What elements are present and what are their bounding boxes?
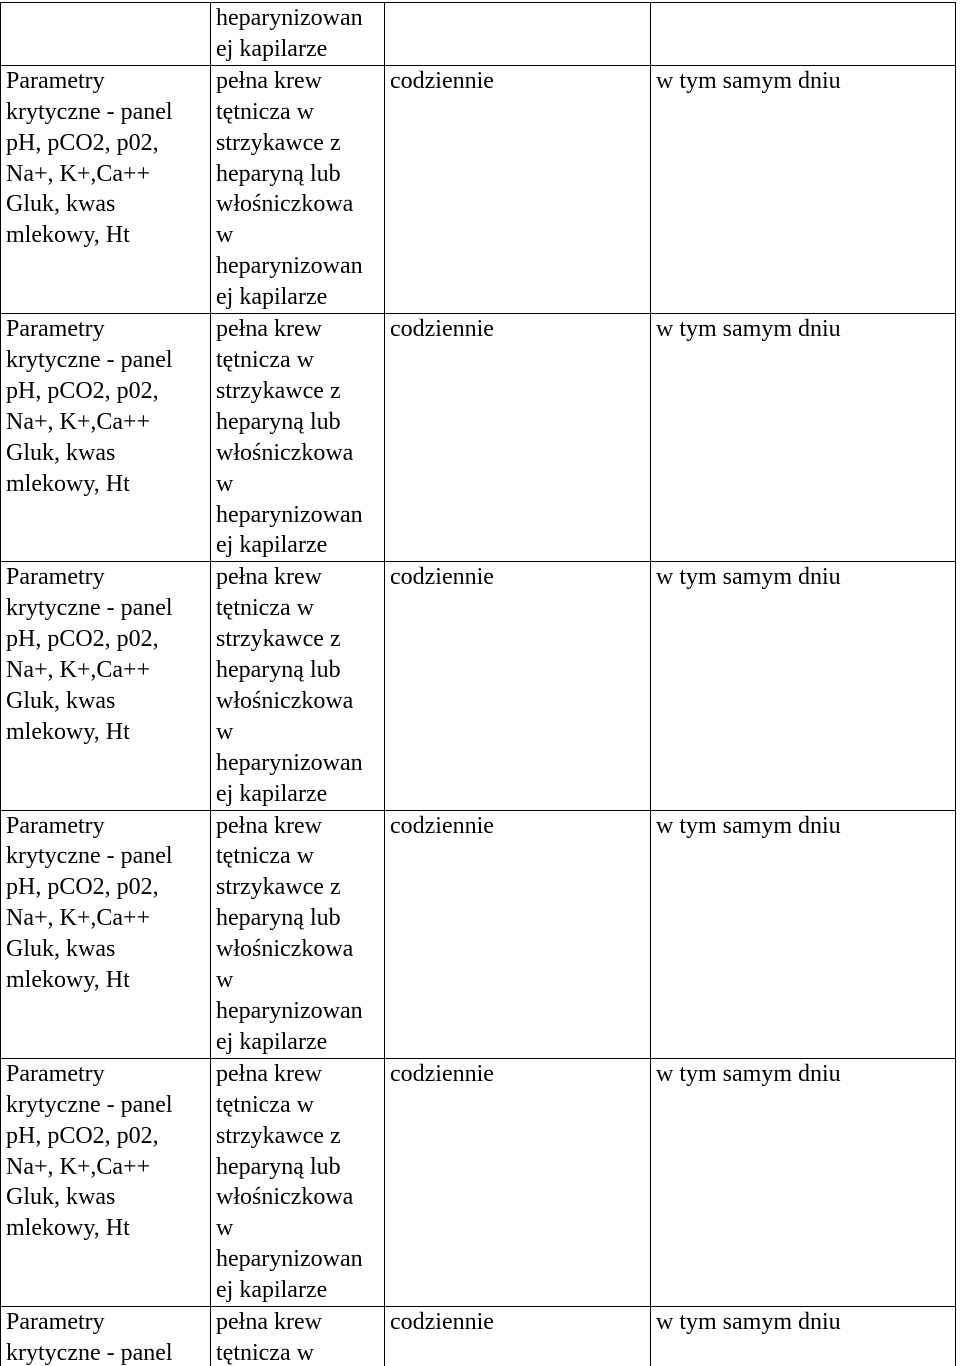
- specimen-line: tętnicza w: [216, 595, 314, 622]
- result-time-text: w tym samym dniu: [656, 1309, 841, 1336]
- test-line: Gluk, kwas: [6, 439, 116, 466]
- test-name-cell: [1, 3, 211, 66]
- test-line: Na+, K+,Ca++: [6, 160, 151, 187]
- test-line: Gluk, kwas: [6, 1184, 116, 1211]
- specimen-line: włośniczkowa: [216, 439, 354, 466]
- test-line: Na+, K+,Ca++: [6, 408, 151, 435]
- table-row: [1, 1058, 956, 1306]
- result-time-cell: [651, 65, 956, 313]
- specimen-line: w: [216, 718, 234, 745]
- test-line: krytyczne - panel: [6, 595, 173, 622]
- specimen-line: heparynizowan: [216, 501, 363, 528]
- test-line: krytyczne - panel: [6, 1091, 173, 1118]
- specimen-line: w: [216, 222, 234, 249]
- test-line: Gluk, kwas: [6, 687, 116, 714]
- specimen-cell: [211, 810, 385, 1058]
- specimen-line: pełna krew: [216, 1060, 322, 1087]
- specimen-line: heparyną lub: [216, 1153, 341, 1180]
- specimen-line: heparynizowan: [216, 253, 363, 280]
- test-line: Gluk, kwas: [6, 191, 116, 218]
- table-row: [1, 65, 956, 313]
- test-line: mlekowy, Ht: [6, 1215, 130, 1242]
- lab-tests-table: [0, 2, 956, 1366]
- result-time-text: w tym samym dniu: [656, 812, 841, 839]
- frequency-text: codziennie: [390, 812, 494, 839]
- specimen-line: heparyną lub: [216, 408, 341, 435]
- test-line: pH, pCO2, p02,: [6, 874, 159, 901]
- specimen-line: włośniczkowa: [216, 1184, 354, 1211]
- frequency-cell: [385, 562, 651, 810]
- test-line: krytyczne - panel: [6, 843, 173, 870]
- specimen-line: tętnicza w: [216, 1091, 314, 1118]
- specimen-line: w: [216, 1215, 234, 1242]
- frequency-cell: [385, 810, 651, 1058]
- specimen-line: strzykawce z: [216, 377, 341, 404]
- result-time-cell: [651, 1058, 956, 1306]
- specimen-line: heparynizowan: [216, 998, 363, 1024]
- result-time-text: w tym samym dniu: [656, 67, 841, 94]
- specimen-line: pełna krew: [216, 564, 322, 591]
- specimen-line: strzykawce z: [216, 129, 341, 156]
- specimen-line: pełna krew: [216, 1309, 322, 1336]
- test-line: Na+, K+,Ca++: [6, 1153, 151, 1180]
- specimen-line: ej kapilarze: [216, 1277, 328, 1304]
- test-line: krytyczne - panel: [6, 98, 173, 125]
- specimen-line: ej kapilarze: [216, 780, 328, 807]
- test-line: Parametry: [6, 564, 105, 591]
- test-name-cell: [1, 314, 211, 562]
- specimen-cell: [211, 1307, 385, 1366]
- specimen-line: ej kapilarze: [216, 284, 328, 311]
- specimen-line: heparynizowan: [216, 1246, 363, 1273]
- specimen-line: w: [216, 470, 234, 497]
- specimen-line: pełna krew: [216, 812, 322, 839]
- specimen-line: włośniczkowa: [216, 191, 354, 218]
- result-time-cell: [651, 810, 956, 1058]
- frequency-cell: [385, 3, 651, 66]
- test-line: pH, pCO2, p02,: [6, 129, 159, 156]
- test-name-cell: [1, 810, 211, 1058]
- test-line: Parametry: [6, 1309, 105, 1336]
- specimen-line: tętnicza w: [216, 98, 314, 125]
- table-row: [1, 562, 956, 810]
- frequency-text: codziennie: [390, 316, 494, 343]
- result-time-cell: [651, 562, 956, 810]
- specimen-line: tętnicza w: [216, 843, 314, 870]
- test-line: pH, pCO2, p02,: [6, 377, 159, 404]
- test-line: Parametry: [6, 316, 105, 343]
- specimen-line: włośniczkowa: [216, 936, 354, 963]
- frequency-text: codziennie: [390, 564, 494, 591]
- test-name-cell: [1, 1058, 211, 1306]
- test-line: Na+, K+,Ca++: [6, 905, 151, 932]
- specimen-line: heparyną lub: [216, 160, 341, 187]
- specimen-cell: [211, 562, 385, 810]
- specimen-line: ej kapilarze: [216, 1028, 328, 1055]
- specimen-cell: [211, 314, 385, 562]
- test-line: Parametry: [6, 67, 105, 94]
- specimen-line: strzykawce z: [216, 626, 341, 653]
- specimen-line: ej kapilarze: [216, 532, 328, 559]
- specimen-line: heparynizowan: [216, 5, 363, 31]
- test-line: Gluk, kwas: [6, 936, 116, 963]
- frequency-cell: [385, 314, 651, 562]
- result-time-cell: [651, 1307, 956, 1366]
- specimen-cell: [211, 1058, 385, 1306]
- specimen-line: heparynizowan: [216, 749, 363, 776]
- specimen-line: tętnicza w: [216, 346, 314, 373]
- table-row: [1, 3, 956, 66]
- test-line: Parametry: [6, 812, 105, 839]
- table-row: [1, 314, 956, 562]
- test-line: krytyczne - panel: [6, 1339, 173, 1366]
- result-time-text: w tym samym dniu: [656, 316, 841, 343]
- frequency-cell: [385, 1307, 651, 1366]
- frequency-cell: [385, 65, 651, 313]
- test-name-cell: [1, 562, 211, 810]
- result-time-text: w tym samym dniu: [656, 1060, 841, 1087]
- specimen-cell: [211, 65, 385, 313]
- test-line: Parametry: [6, 1060, 105, 1087]
- frequency-cell: [385, 1058, 651, 1306]
- test-line: pH, pCO2, p02,: [6, 626, 159, 653]
- result-time-text: w tym samym dniu: [656, 564, 841, 591]
- result-time-cell: [651, 3, 956, 66]
- test-line: pH, pCO2, p02,: [6, 1122, 159, 1149]
- specimen-line: strzykawce z: [216, 1122, 341, 1149]
- frequency-text: codziennie: [390, 1309, 494, 1336]
- test-name-cell: [1, 65, 211, 313]
- test-name-cell: [1, 1307, 211, 1366]
- table-row: [1, 1307, 956, 1366]
- specimen-line: ej kapilarze: [216, 35, 328, 62]
- test-line: mlekowy, Ht: [6, 222, 130, 249]
- specimen-line: heparyną lub: [216, 905, 341, 932]
- specimen-line: pełna krew: [216, 316, 322, 343]
- specimen-line: tętnicza w: [216, 1339, 314, 1366]
- frequency-text: codziennie: [390, 67, 494, 94]
- result-time-cell: [651, 314, 956, 562]
- specimen-cell: [211, 3, 385, 66]
- test-line: Na+, K+,Ca++: [6, 657, 151, 684]
- test-line: krytyczne - panel: [6, 346, 173, 373]
- frequency-text: codziennie: [390, 1060, 494, 1087]
- test-line: mlekowy, Ht: [6, 967, 130, 994]
- specimen-line: heparyną lub: [216, 657, 341, 684]
- specimen-line: włośniczkowa: [216, 687, 354, 714]
- test-line: mlekowy, Ht: [6, 718, 130, 745]
- test-line: mlekowy, Ht: [6, 470, 130, 497]
- specimen-line: strzykawce z: [216, 874, 341, 901]
- specimen-line: pełna krew: [216, 67, 322, 94]
- table-row: [1, 810, 956, 1058]
- specimen-line: w: [216, 967, 234, 994]
